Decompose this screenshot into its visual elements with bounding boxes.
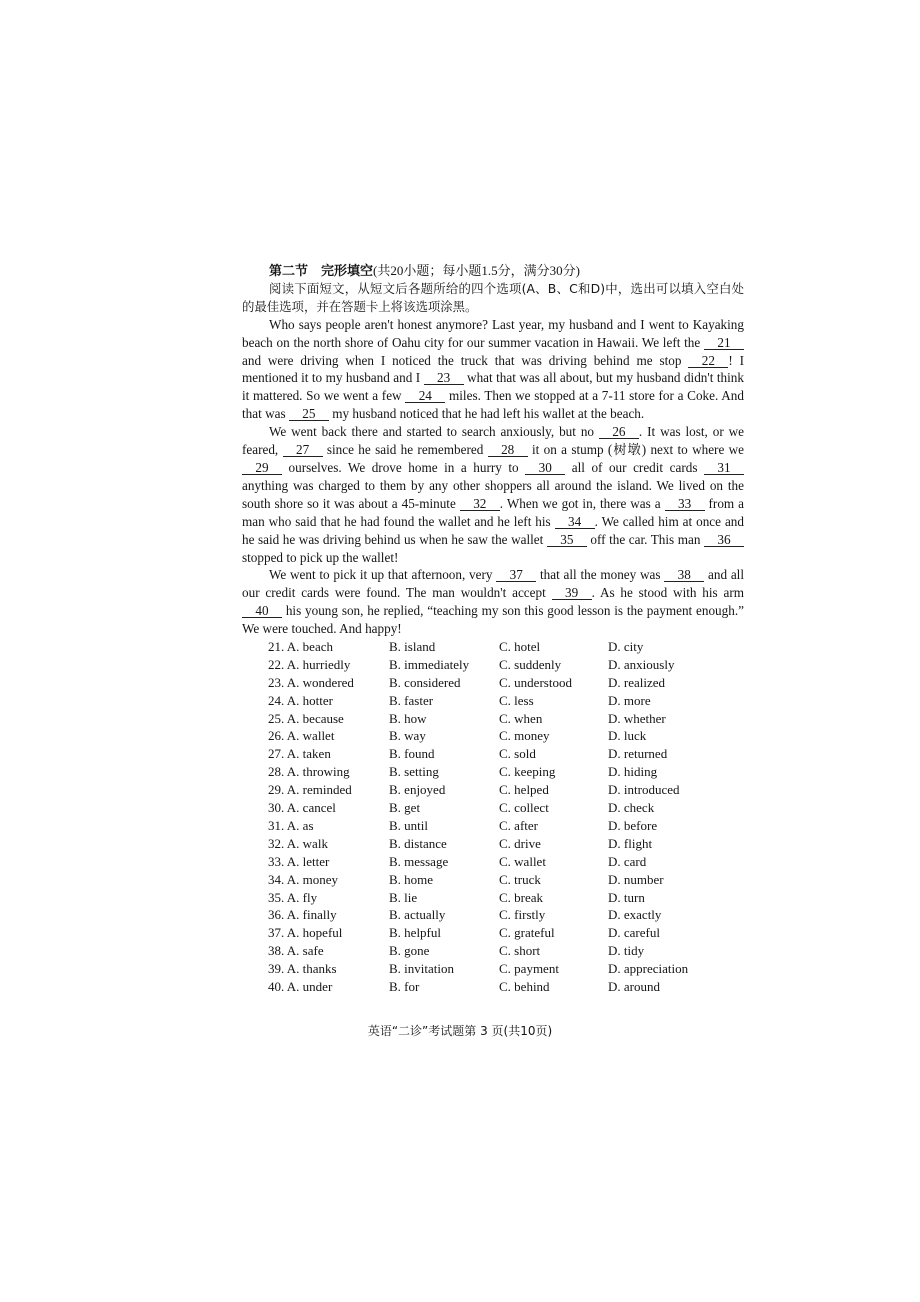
option-c: C. short [499, 943, 541, 959]
blank-27: 27 [283, 443, 323, 457]
blank-22: 22 [688, 354, 728, 368]
option-d: D. appreciation [608, 961, 689, 977]
option-b: B. how [389, 710, 427, 726]
passage-text: my husband noticed that he had left his wallet at the beach. [328, 406, 645, 422]
section-subtitle: (共20小题；每小题1.5分，满分30分) [373, 263, 580, 278]
option-c: C. break [499, 889, 544, 905]
option-c: C. behind [499, 978, 550, 994]
option-c: C. money [499, 728, 550, 744]
option-a: 33. A. letter [268, 853, 330, 869]
section-heading [242, 262, 744, 280]
section-title: 第二节 完形填空 [269, 263, 374, 278]
question-row [242, 871, 744, 889]
blank-38: 38 [664, 568, 704, 582]
exam-page [242, 262, 744, 996]
passage-paragraph [242, 423, 744, 566]
option-a: 40. A. under [268, 978, 333, 994]
option-b: B. for [389, 978, 420, 994]
option-a: 30. A. cancel [268, 800, 336, 816]
option-d: D. introduced [608, 782, 680, 798]
blank-39: 39 [552, 586, 592, 600]
question-row [242, 835, 744, 853]
option-d: D. card [608, 853, 647, 869]
option-c: C. firstly [499, 907, 546, 923]
option-c: C. after [499, 817, 538, 833]
option-b: B. message [389, 853, 449, 869]
question-row [242, 799, 744, 817]
blank-33: 33 [665, 497, 705, 511]
blank-26: 26 [599, 425, 639, 439]
option-b: B. home [389, 871, 434, 887]
option-a: 23. A. wondered [268, 674, 354, 690]
option-b: B. immediately [389, 656, 470, 672]
passage-text: it on a stump (树墩) next to where we [527, 442, 744, 458]
option-d: D. tidy [608, 943, 645, 959]
option-b: B. distance [389, 835, 447, 851]
option-b: B. considered [389, 674, 461, 690]
option-c: C. understood [499, 674, 572, 690]
passage-text: Who says people aren't honest anymore? Last year, my husband and I went to Kayaking beach on the north shore of Oahu city for our summer vacation in Hawaii. We left the [242, 316, 744, 350]
option-b: B. actually [389, 907, 446, 923]
blank-40: 40 [242, 604, 282, 618]
blank-34: 34 [555, 515, 595, 529]
blank-21: 21 [704, 336, 744, 350]
option-c: C. collect [499, 800, 549, 816]
option-a: 24. A. hotter [268, 692, 333, 708]
passage-text: all of our credit cards [565, 459, 704, 475]
passage-text: anything was charged to them by any other shoppers all around the island. We lived on the south shore so it was about a 45-minute [242, 477, 744, 511]
question-row [242, 763, 744, 781]
option-c: C. truck [499, 871, 541, 887]
option-d: D. more [608, 692, 651, 708]
question-row [242, 924, 744, 942]
option-d: D. flight [608, 835, 653, 851]
passage-text: . We called him at once and he said he was driving behind us when he saw the wallet [242, 513, 744, 547]
option-c: C. hotel [499, 639, 541, 655]
option-a: 29. A. reminded [268, 782, 352, 798]
option-a: 34. A. money [268, 871, 339, 887]
question-row [242, 745, 744, 763]
question-row [242, 853, 744, 871]
option-a: 37. A. hopeful [268, 925, 343, 941]
option-c: C. drive [499, 835, 541, 851]
passage-text: off the car. This man [586, 531, 705, 547]
option-d: D. hiding [608, 764, 658, 780]
blank-23: 23 [424, 371, 464, 385]
option-c: C. grateful [499, 925, 555, 941]
option-d: D. anxiously [608, 656, 675, 672]
blank-31: 31 [704, 461, 744, 475]
option-a: 38. A. safe [268, 943, 324, 959]
option-b: B. lie [389, 889, 418, 905]
passage-text: and all our credit cards were found. The man wouldn't accept [242, 567, 745, 601]
option-a: 28. A. throwing [268, 764, 350, 780]
option-c: C. when [499, 710, 543, 726]
question-row [242, 889, 744, 907]
option-d: D. whether [608, 710, 666, 726]
blank-24: 24 [405, 389, 445, 403]
blank-37: 37 [496, 568, 536, 582]
question-row [242, 960, 744, 978]
passage-text: his young son, he replied, “teaching my son this good lesson is the payment enough.” We were touched. And happy! [242, 603, 744, 637]
blank-25: 25 [289, 407, 329, 421]
option-b: B. enjoyed [389, 782, 446, 798]
option-c: C. payment [499, 961, 559, 977]
passage-text: miles. Then we stopped at a 7-11 store for a Coke. And that was [242, 388, 744, 422]
passage-text: . As he stood with his arm [591, 585, 744, 601]
question-row [242, 727, 744, 745]
option-a: 22. A. hurriedly [268, 656, 351, 672]
blank-35: 35 [547, 533, 587, 547]
passage-text: . When we got in, there was a [499, 495, 665, 511]
option-b: B. gone [389, 943, 430, 959]
passage [242, 316, 744, 638]
passage-text: from a man who said that he had found the wallet and he left his [242, 495, 744, 529]
instructions: 阅读下面短文，从短文后各题所给的四个选项(A、B、C和D)中，选出可以填入空白处的最佳选项，并在答题卡上将该选项涂黑。 [242, 280, 744, 314]
option-c: C. keeping [499, 764, 556, 780]
question-row [242, 817, 744, 835]
option-d: D. before [608, 817, 658, 833]
option-d: D. realized [608, 674, 666, 690]
option-d: D. number [608, 871, 664, 887]
passage-text: what that was all about, but my husband didn't think it mattered. So we went a few [242, 370, 744, 404]
option-c: C. wallet [499, 853, 546, 869]
passage-text: ourselves. We drove home in a hurry to [282, 459, 526, 475]
passage-text: and were driving when I noticed the truck that was driving behind me stop [242, 352, 689, 368]
option-a: 32. A. walk [268, 835, 328, 851]
option-c: C. less [499, 692, 534, 708]
passage-paragraph [242, 316, 744, 423]
option-b: B. get [389, 800, 421, 816]
blank-32: 32 [460, 497, 500, 511]
option-c: C. sold [499, 746, 536, 762]
blank-30: 30 [525, 461, 565, 475]
question-row [242, 978, 744, 996]
question-row [242, 710, 744, 728]
option-d: D. returned [608, 746, 668, 762]
blank-36: 36 [704, 533, 744, 547]
passage-text: ! I mentioned it to my husband and I [242, 352, 744, 386]
option-a: 27. A. taken [268, 746, 331, 762]
option-b: B. way [389, 728, 426, 744]
option-d: D. turn [608, 889, 645, 905]
option-a: 36. A. finally [268, 907, 337, 923]
page-footer: 英语“二诊”考试题第 3 页(共10页) [367, 1024, 553, 1038]
question-row [242, 656, 744, 674]
passage-text: . It was lost, or we feared, [242, 424, 744, 458]
options-list [242, 638, 744, 996]
option-b: B. found [389, 746, 435, 762]
question-row [242, 942, 744, 960]
option-d: D. city [608, 639, 644, 655]
option-b: B. faster [389, 692, 434, 708]
option-a: 25. A. because [268, 710, 344, 726]
option-d: D. check [608, 800, 655, 816]
option-b: B. setting [389, 764, 439, 780]
passage-text: that all the money was [536, 567, 665, 583]
question-row [242, 692, 744, 710]
blank-29: 29 [242, 461, 282, 475]
option-b: B. invitation [389, 961, 454, 977]
option-a: 26. A. wallet [268, 728, 335, 744]
option-a: 31. A. as [268, 817, 314, 833]
question-row [242, 638, 744, 656]
option-a: 39. A. thanks [268, 961, 337, 977]
option-a: 35. A. fly [268, 889, 318, 905]
passage-text: stopped to pick up the wallet! [242, 549, 399, 565]
option-c: C. suddenly [499, 656, 562, 672]
question-row [242, 781, 744, 799]
option-c: C. helped [499, 782, 549, 798]
passage-paragraph [242, 566, 744, 638]
blank-28: 28 [488, 443, 528, 457]
passage-text: since he said he remembered [322, 442, 488, 458]
passage-text: We went back there and started to search anxiously, but no [269, 424, 599, 440]
option-a: 21. A. beach [268, 639, 333, 655]
option-d: D. luck [608, 728, 647, 744]
option-d: D. around [608, 978, 660, 994]
question-row [242, 674, 744, 692]
option-b: B. until [389, 817, 429, 833]
option-d: D. careful [608, 925, 660, 941]
passage-text: We went to pick it up that afternoon, very [269, 567, 497, 583]
question-row [242, 906, 744, 924]
option-b: B. island [389, 639, 436, 655]
option-d: D. exactly [608, 907, 662, 923]
option-b: B. helpful [389, 925, 441, 941]
